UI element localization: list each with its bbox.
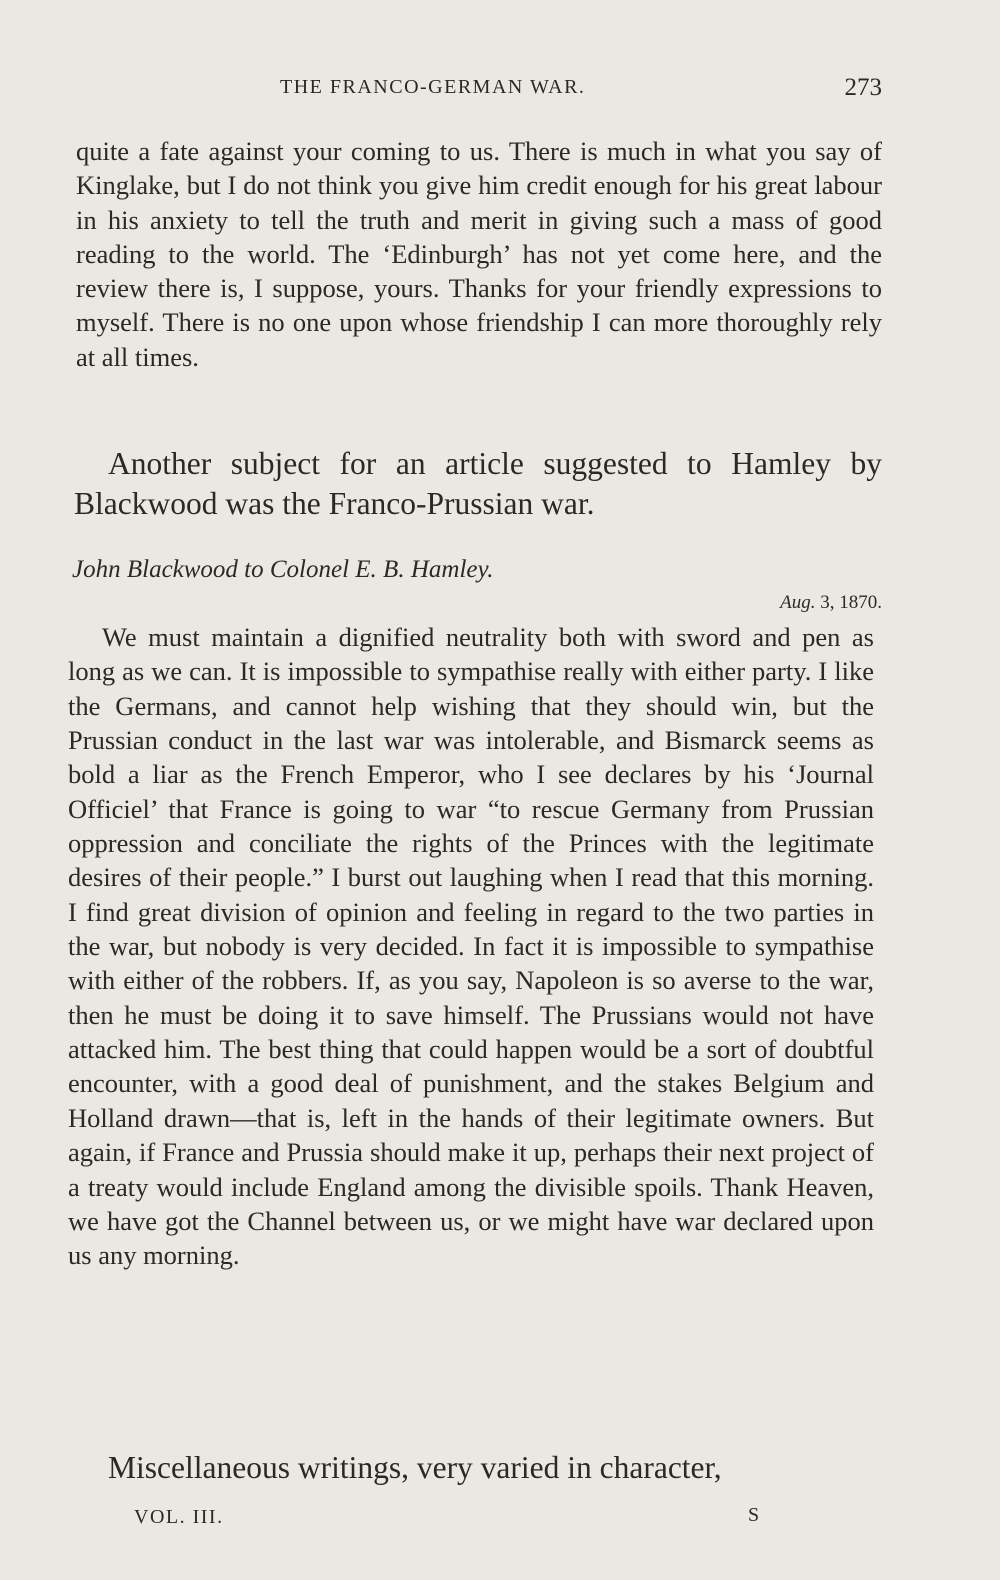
volume-label: VOL. III. <box>134 1506 224 1528</box>
narrative-paragraph-continued: Miscellaneous writings, very varied in character, <box>108 1450 722 1485</box>
narrative-paragraph: Another subject for an article suggested to Hamley by Blackwood was the Franco-Prussian war. <box>74 446 882 521</box>
letter-date-month: Aug. <box>780 592 816 613</box>
letter-date-day-year: 3, 1870. <box>820 592 882 613</box>
letter-heading: John Blackwood to Colonel E. B. Hamley. <box>72 556 494 583</box>
letter-body <box>68 620 874 1273</box>
letter-continuation-paragraph: quite a fate against your coming to us. There is much in what you say of Kinglake, but I do not think you give him credit enough for his great labour in his anxiety to tell the truth and merit in giving such a mass of good reading to the world. The ‘Edinburgh’ has not yet come here, and the review there is, I suppose, yours. Thanks for your friendly expressions to myself. There is no one upon whose friendship I can more thoroughly rely at all times. <box>76 136 882 372</box>
page-number: 273 <box>844 74 882 101</box>
page-footer <box>0 1500 1000 1540</box>
signature-mark: S <box>748 1504 760 1526</box>
letter-date <box>780 592 882 614</box>
running-title: THE FRANCO-GERMAN WAR. <box>280 76 586 98</box>
letter-paragraph: We must maintain a dignified neutrality both with sword and pen as long as we can. It is impossible to sympathise really with either party. I like the Germans, and cannot help wishing that they should win, but the Prussian conduct in the last war was intolerable, and Bismarck seems as bold a liar as the French Emperor, who I see declares by his ‘Journal Officiel’ that France is going to war “to rescue Germany from Prussian oppression and conciliate the rights of the Princes with the legitimate desires of their people.” I burst out laughing when I read that this morning. I find great division of opinion and feeling in regard to the two parties in the war, but nobody is very decided. In fact it is impossible to sympathise with either of the robbers. If, as you say, Napoleon is so averse to the war, then he must be doing it to save himself. The Prussians would not have attacked him. The best thing that could happen would be a sort of doubtful encounter, with a good deal of punishment, and the stakes Belgium and Holland drawn—that is, left in the hands of their legitimate owners. But again, if France and Prussia should make it up, perhaps their next project of a treaty would include England among the divisible spoils. Thank Heaven, we have got the Channel between us, or we might have war declared upon us any morning. <box>68 622 874 1271</box>
letter-continuation <box>76 134 882 374</box>
running-head <box>70 74 882 108</box>
